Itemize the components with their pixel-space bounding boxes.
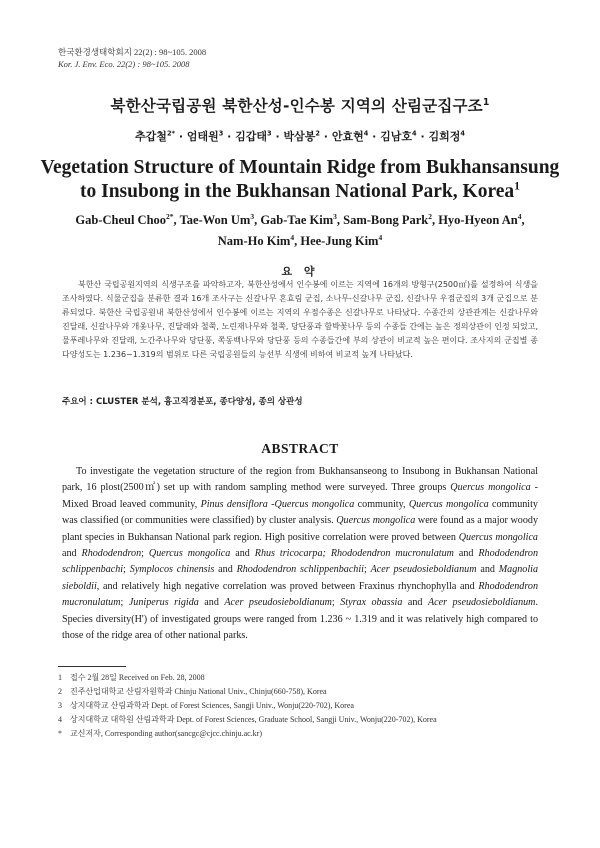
author-affiliation-mark: 3 bbox=[333, 211, 337, 221]
keywords-kr: 주요어 : CLUSTER 분석, 흉고직경분포, 종다양성, 종의 상관성 bbox=[62, 397, 303, 407]
abstract-text: and bbox=[62, 548, 82, 560]
author-name-kr: 엄태원 bbox=[186, 130, 219, 143]
author-name-kr: 안효현 bbox=[331, 130, 364, 143]
footnote-item bbox=[58, 671, 558, 685]
title-kr-footnote-mark: 1 bbox=[482, 96, 490, 108]
author-affiliation-mark: 2 bbox=[428, 211, 432, 221]
journal-line-en: Kor. J. Env. Eco. 22(2) : 98~105. 2008 bbox=[58, 59, 190, 69]
author-affiliation-mark: 3 bbox=[267, 129, 272, 138]
author-separator: , bbox=[173, 213, 180, 227]
journal-header bbox=[58, 46, 206, 70]
abstract-text: ; bbox=[141, 548, 149, 560]
author-separator: , bbox=[431, 213, 439, 227]
species-name: Magnolia sieboldii bbox=[62, 564, 539, 592]
title-en-line2 bbox=[0, 180, 600, 204]
footnote-item bbox=[58, 713, 558, 727]
author-name-kr: 박삼봉 bbox=[283, 130, 316, 143]
abstract-text: and bbox=[453, 548, 479, 560]
footnotes bbox=[58, 671, 558, 741]
author-affiliation-mark: 4 bbox=[412, 129, 417, 138]
abstract-heading: ABSTRACT bbox=[261, 441, 339, 456]
author-separator: · bbox=[271, 130, 284, 143]
author-name-kr: 김남호 bbox=[380, 130, 413, 143]
species-name: Rhododendron schlippenbachii bbox=[236, 564, 364, 576]
author-name-en: Gab-Cheul Choo bbox=[75, 213, 167, 227]
species-name: Quercus mongolica bbox=[408, 498, 489, 510]
author-affiliation-mark: 2* bbox=[166, 129, 175, 138]
species-name: Quercus mongolica bbox=[148, 548, 231, 560]
abstract-text: and bbox=[214, 564, 237, 576]
footnote-text: 진주산업대학교 산림자원학과 Chinju National Univ., Chinju(660-758), Korea bbox=[70, 687, 327, 696]
author-separator: · bbox=[223, 130, 236, 143]
footnote-text: 접수 2월 28일 Received on Feb. 28, 2008 bbox=[70, 673, 205, 682]
author-name-en: Nam-Ho Kim bbox=[217, 234, 291, 248]
author-affiliation-mark: 4 bbox=[517, 211, 522, 221]
species-name: Rhododendron mucronulatum bbox=[62, 580, 538, 609]
abstract-text: ; bbox=[120, 597, 129, 609]
author-name-en: Tae-Won Um bbox=[179, 213, 251, 227]
author-separator: · bbox=[416, 130, 429, 143]
abstract-text: -Mixed Broad leaved community, bbox=[62, 482, 539, 510]
author-name-kr: 김희정 bbox=[428, 130, 461, 143]
species-name: Acer pseudosieboldianum bbox=[224, 597, 332, 609]
authors-en-line1 bbox=[30, 210, 570, 231]
authors-kr bbox=[0, 128, 600, 144]
species-name: Pinus densiflora -Quercus mongolica bbox=[200, 498, 355, 510]
author-affiliation-mark: 4 bbox=[378, 232, 383, 242]
species-name: Acer pseudosieboldianum bbox=[427, 597, 536, 609]
abstract-text: . Species diversity(H') of investigated groups were ranged from 1.236 ~ 1.319 and it was relatively high compared to those of the ridge area of other national parks. bbox=[62, 597, 539, 642]
author-separator: , bbox=[294, 234, 301, 248]
authors-en-line2 bbox=[30, 231, 570, 252]
journal-line-kr: 한국환경생태학회지 22(2) : 98~105. 2008 bbox=[58, 47, 207, 57]
author-separator: · bbox=[319, 130, 332, 143]
species-name: Rhus tricocarpa; Rhododendron mucronulatum bbox=[254, 548, 454, 560]
author-separator: · bbox=[174, 130, 187, 143]
title-en-line1: Vegetation Structure of Mountain Ridge from Bukhansansung bbox=[40, 157, 560, 178]
author-affiliation-mark: 3 bbox=[250, 211, 255, 221]
author-name-en: Hee-Jung Kim bbox=[300, 234, 379, 248]
abstract-text: , and relatively high negative correlation was proved between Fraxinus rhynchophylla and bbox=[96, 580, 479, 592]
abstract-text: and bbox=[230, 548, 255, 560]
author-separator: , bbox=[521, 213, 525, 227]
abstract-kr: 북한산 국립공원지역의 식생구조를 파악하고자, 북한산성에서 인수봉에 이르는 지역에 16개의 방형구(2500㎡)를 설정하여 식생을 조사하였다. 식물군집을 분류한 결과 16개 조사구는 신갈나무 혼효림 군집, 소나무-신갈나무 군집, 신갈나무 우점군집의 3개 군집으로 분류되었다. 북한산 국립공원내 북한산성에서 인수봉에 이르는 지역의 우점수종은 신갈나무로 나타났다. 수종간의 상관관계는 신갈나무와 진달래, 신갈나무와 개옻나무, 진달래와 철쭉, 노린재나무와 철쭉, 당단풍과 함박꽃나무 등의 수종들 간에는 높은 정의상관이 인정 되었고, 물푸레나무와 진달래, 노간주나무와 당단풍, 쪽동백나무와 당단풍 등의 수종들간에 부의 상관이 비교적 높은 편이다. 조사지의 군집별 종 다양성도는 1.236~1.319의 범위로 다른 국립공원들의 능선부 식생에 비하여 비교적 높게 나타났다. bbox=[62, 280, 538, 360]
abstract-text: and bbox=[198, 597, 225, 609]
footnote-mark: 4 bbox=[58, 715, 62, 724]
author-name-en: Sam-Bong Park bbox=[343, 213, 429, 227]
author-affiliation-mark: 4 bbox=[460, 129, 465, 138]
footnote-mark: 2 bbox=[58, 687, 62, 696]
title-en-footnote-mark: 1 bbox=[514, 179, 520, 193]
title-kr bbox=[0, 94, 600, 116]
abstract-text: and bbox=[476, 564, 499, 576]
author-separator: , bbox=[254, 213, 261, 227]
title-en-line2-text: to Insubong in the Bukhansan National Park, Korea bbox=[79, 181, 515, 202]
authors-en bbox=[30, 210, 570, 252]
author-separator: , bbox=[336, 213, 344, 227]
footnote-item bbox=[58, 699, 558, 713]
footnote-text: 교신저자, Corresponding author(sancgc@cjcc.chinju.ac.kr) bbox=[70, 729, 262, 738]
author-affiliation-mark: 2* bbox=[166, 211, 174, 221]
abstract-text: and bbox=[402, 597, 428, 609]
footnote-text: 상지대학교 대학원 산림과학과 Dept. of Forest Sciences, Graduate School, Sangji Univ., Wonju(220-702), Korea bbox=[70, 715, 437, 724]
footnote-mark: 1 bbox=[58, 673, 62, 682]
author-affiliation-mark: 2 bbox=[315, 129, 320, 138]
footnote-item bbox=[58, 685, 558, 699]
author-name-en: Gab-Tae Kim bbox=[260, 213, 334, 227]
species-name: Quercus mongolica bbox=[458, 531, 538, 543]
author-separator: · bbox=[368, 130, 381, 143]
abstract-text: were found as a major woody plant species in Bukhansan National park region. High positive correlation were proved between bbox=[62, 515, 538, 543]
species-name: Rhododendron schlippenbachi bbox=[62, 548, 539, 576]
species-name: Acer pseudosieboldianum bbox=[370, 564, 477, 576]
abstract-kr-heading: 요 약 bbox=[281, 265, 319, 278]
species-name: Quercus mongolica bbox=[450, 482, 531, 494]
title-kr-text: 북한산국립공원 북한산성-인수봉 지역의 산림군집구조 bbox=[110, 97, 483, 115]
footnote-mark: 3 bbox=[58, 701, 62, 710]
abstract-text: community, bbox=[354, 498, 409, 510]
abstract-text: ; bbox=[123, 564, 130, 576]
species-name: Rhododendron bbox=[81, 548, 142, 560]
species-name: Styrax obassia bbox=[340, 597, 403, 609]
footnote-item bbox=[58, 727, 558, 741]
footnote-text: 상지대학교 산림과학과 Dept. of Forest Sciences, Sangji Univ., Wonju(220-702), Korea bbox=[70, 701, 354, 710]
abstract-text: ; bbox=[363, 564, 371, 576]
abstract-text: To investigate the vegetation structure of the region from Bukhansanseong to Insubong in Bukhansan National park, 16 plost(2500㎡) set up with random sampling method were surveyed. Three groups bbox=[62, 466, 538, 494]
author-affiliation-mark: 4 bbox=[363, 129, 369, 138]
abstract-text: community was classified (or communities were classified) by cluster analysis. bbox=[62, 498, 538, 527]
author-affiliation-mark: 3 bbox=[218, 129, 224, 138]
title-en bbox=[0, 156, 600, 204]
species-name: Quercus mongolica bbox=[336, 515, 416, 527]
author-affiliation-mark: 4 bbox=[290, 232, 295, 242]
species-name: Symplocos chinensis bbox=[129, 564, 215, 576]
footnote-mark: * bbox=[58, 729, 62, 738]
author-name-kr: 김갑태 bbox=[235, 130, 268, 143]
abstract-en bbox=[62, 464, 538, 644]
author-name-en: Hyo-Hyeon An bbox=[438, 213, 518, 227]
abstract-text: ; bbox=[331, 597, 341, 609]
species-name: Juniperus rigida bbox=[128, 597, 199, 609]
footnote-divider bbox=[58, 666, 126, 667]
author-name-kr: 추갑철 bbox=[135, 130, 167, 143]
